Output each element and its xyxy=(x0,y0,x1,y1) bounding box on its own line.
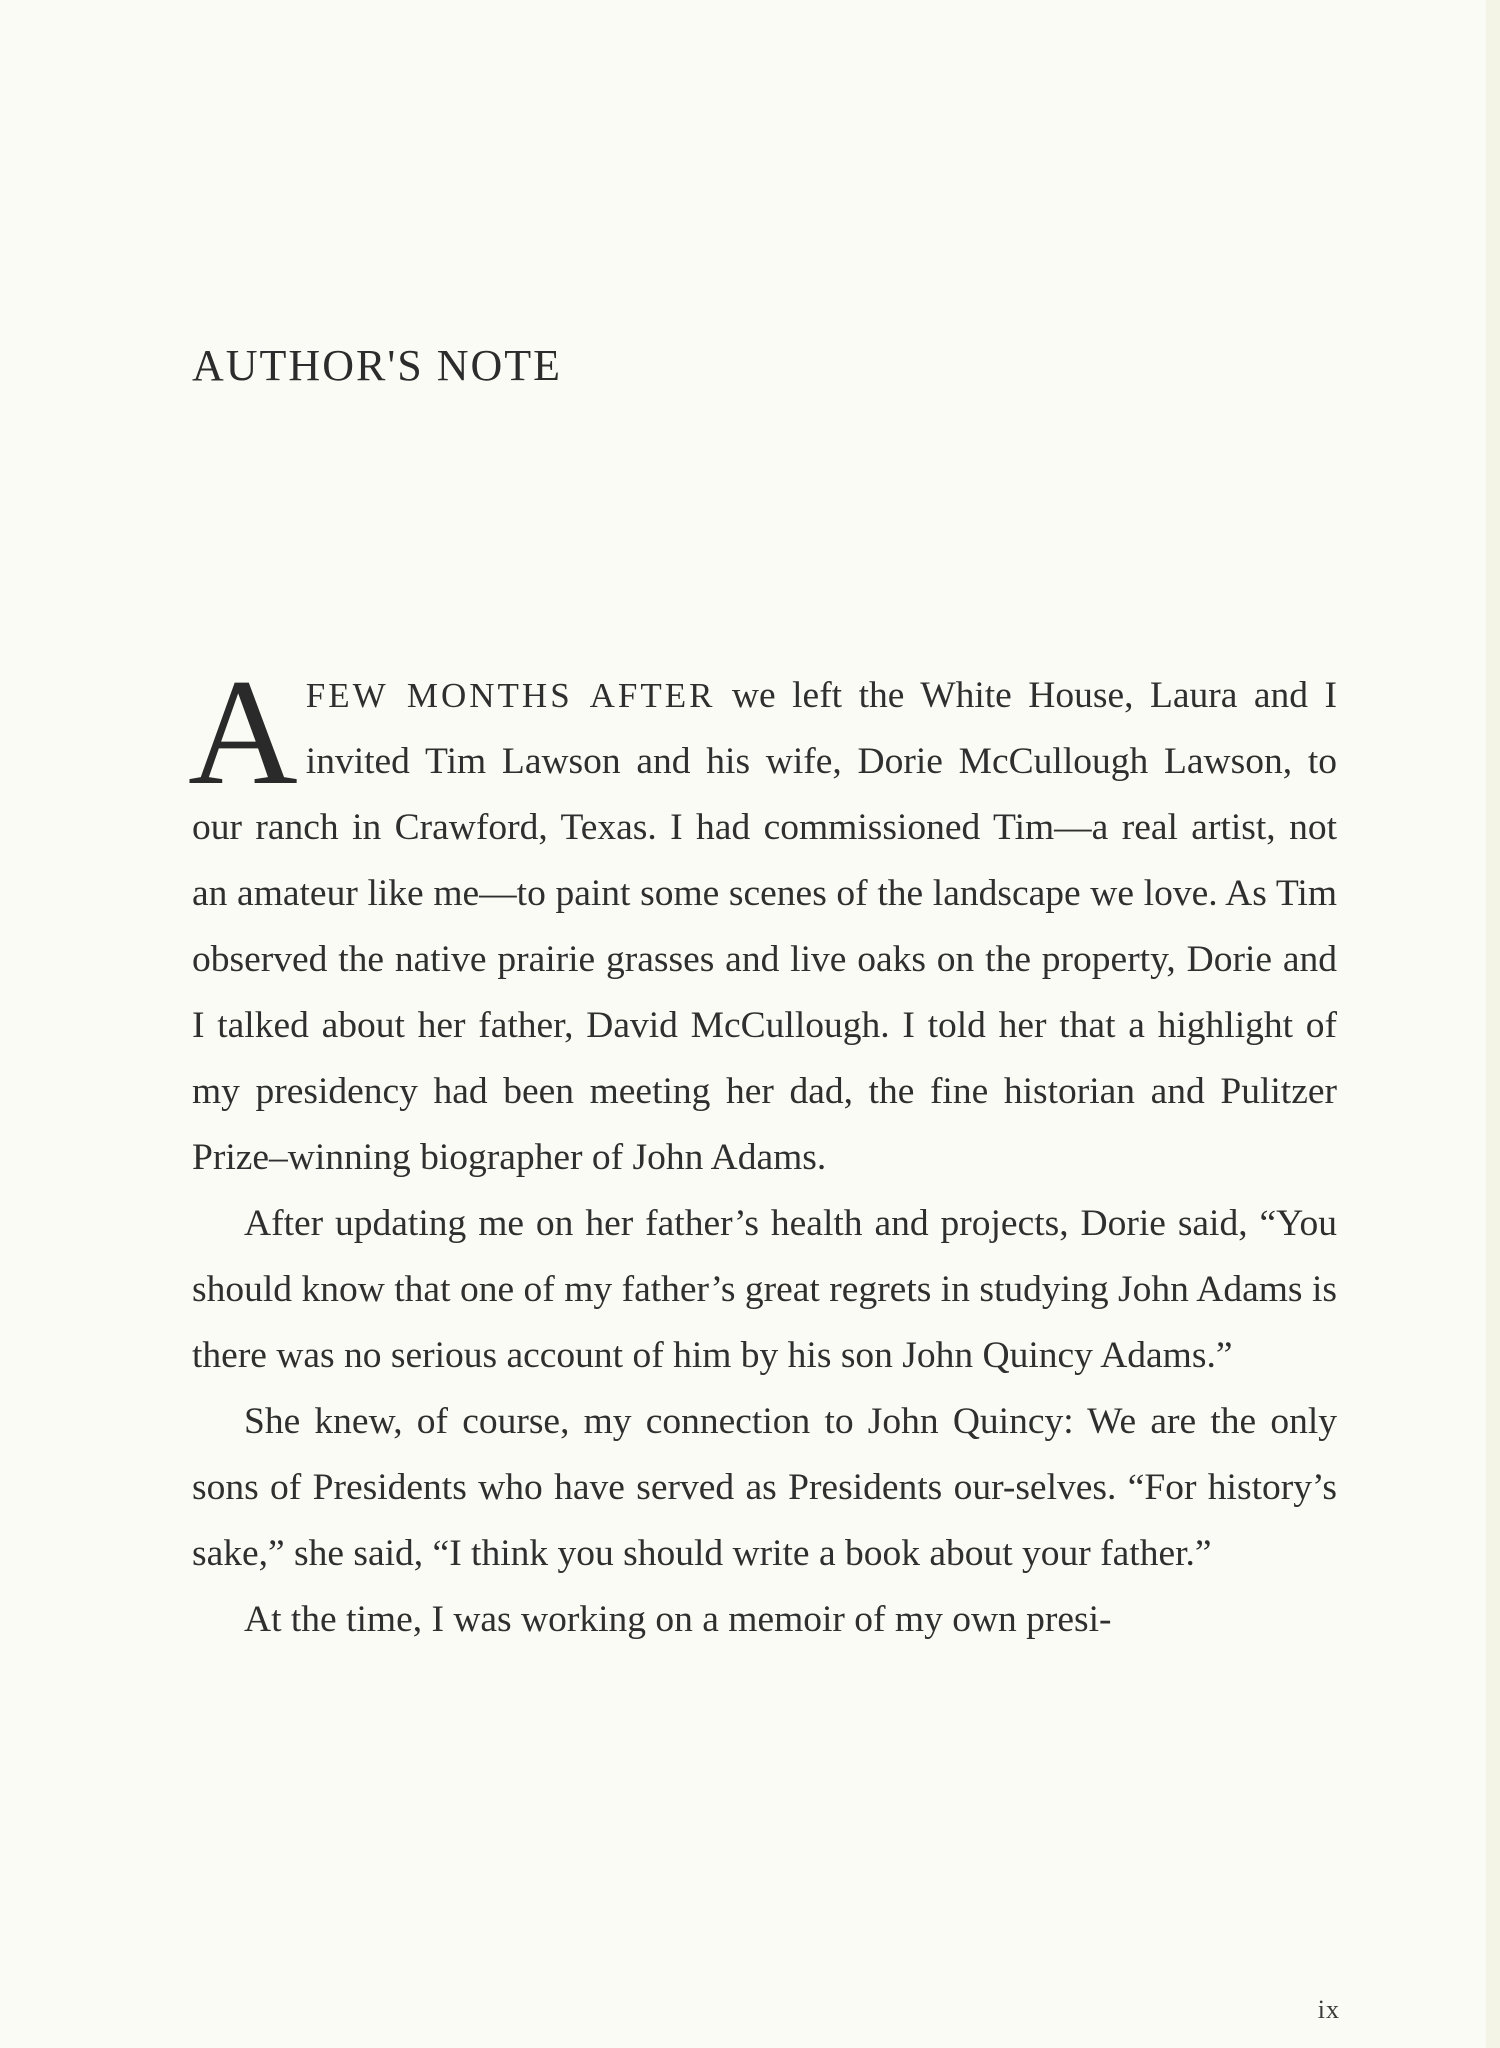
paragraph-2: After updating me on her father’s health and projects, Dorie said, “You should know that one of my father’s great regrets in studying John Adams is there was no serious account of him by his son John Quincy Adams.” xyxy=(192,1203,1337,1376)
page-number: ix xyxy=(1317,1995,1340,2024)
body-text xyxy=(188,648,1337,1653)
paragraph-1-text: we left the White House, Laura and I invited Tim Lawson and his wife, Dorie McCullough Lawson, to our ranch in Crawford, Texas. I had commissioned Tim—a real artist, not an amateur like me—to paint some scenes of the landscape we love. As Tim observed the native prairie grasses and live oaks on the property, Dorie and I talked about her father, David McCullough. I told her that a highlight of my presidency had been meeting her dad, the fine historian and Pulitzer Prize–winning biographer of John Adams. xyxy=(192,675,1337,1178)
paragraph-3: She knew, of course, my connection to John Quincy: We are the only sons of Presidents who have served as Presidents our-selves. “For history’s sake,” she said, “I think you should write a book about your father.” xyxy=(192,1401,1337,1574)
opening-small-caps: FEW MONTHS AFTER xyxy=(305,676,716,715)
drop-cap: A xyxy=(188,648,298,816)
chapter-title: AUTHOR'S NOTE xyxy=(192,341,563,390)
paragraph-1 xyxy=(188,648,1337,1191)
paragraph-4: At the time, I was working on a memoir of my own presi- xyxy=(244,1599,1112,1640)
page-edge xyxy=(1486,0,1500,2048)
